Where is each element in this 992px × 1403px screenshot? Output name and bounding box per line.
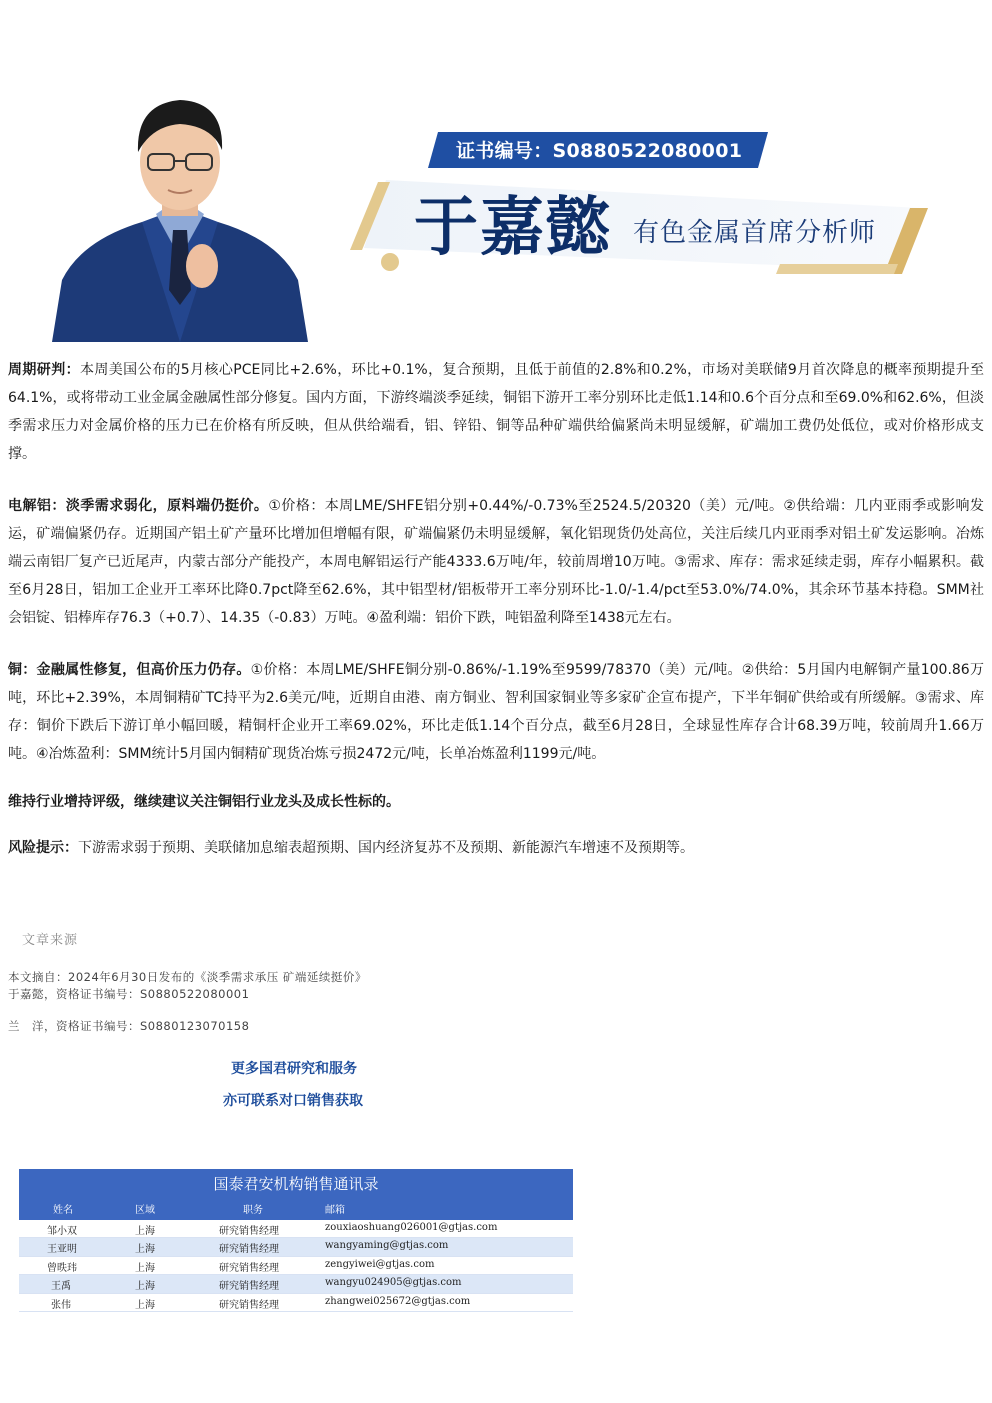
cell-position: 研究销售经理	[219, 1226, 279, 1237]
cell-email[interactable]: zhangwei025672@gtjas.com	[325, 1295, 471, 1307]
cell-email[interactable]: wangyaming@gtjas.com	[325, 1240, 449, 1252]
copper-lead: 铜：金融属性修复，但高价压力仍存。	[8, 662, 251, 678]
cell-position: 研究销售经理	[219, 1281, 279, 1293]
cell-position: 研究销售经理	[219, 1244, 279, 1256]
more-research-link[interactable]: 更多国君研究和服务	[231, 1061, 357, 1077]
cell-name: 邹小双	[47, 1226, 77, 1237]
cycle-paragraph	[8, 356, 984, 468]
source-line-2: 于嘉懿，资格证书编号：S0880522080001	[8, 987, 250, 1001]
copper-paragraph	[8, 656, 984, 768]
cycle-lead: 周期研判：	[8, 362, 80, 378]
table-row	[19, 1275, 573, 1293]
table-column-headers	[19, 1201, 573, 1217]
cell-email[interactable]: wangyu024905@gtjas.com	[325, 1277, 462, 1289]
cycle-text: 本周美国公布的5月核心PCE同比+2.6%，环比+0.1%，复合预期，且低于前值的2.8%和0.2%，市场对美联储9月首次降息的概率预期提升至64.1%，或将带动工业金属金融属性部分修复。国内方面，下游终端淡季延续，铜铝下游开工率分别环比走低1.14和0.6个百分点和至69.0%和62.6%，但淡季需求压力对金属价格的压力已在价格有所反映，但从供给端看，铝、锌铅、铜等品种矿端供给偏紧尚未明显缓解，矿端加工费仍处低位，或对价格形成支撑。	[8, 362, 984, 462]
cell-name: 王禹	[51, 1281, 71, 1293]
cell-region: 上海	[135, 1299, 155, 1311]
report-body	[8, 356, 984, 862]
cell-email[interactable]: zengyiwei@gtjas.com	[325, 1258, 435, 1270]
cell-name: 张伟	[51, 1299, 71, 1311]
col-name: 姓名	[53, 1205, 73, 1216]
table-row	[19, 1294, 573, 1312]
risk-paragraph	[8, 834, 984, 862]
source-label: 文章来源	[22, 933, 79, 948]
aluminum-paragraph	[8, 492, 984, 632]
analyst-title: 有色金属首席分析师	[633, 218, 877, 248]
analyst-portrait	[52, 90, 308, 342]
risk-lead: 风险提示：	[8, 840, 78, 856]
analyst-header	[0, 0, 992, 345]
table-row	[19, 1220, 573, 1238]
rating-conclusion: 维持行业增持评级，继续建议关注铜铝行业龙头及成长性标的。	[8, 794, 400, 810]
source-line-1: 本文摘自：2024年6月30日发布的《淡季需求承压 矿端延续挺价》	[8, 970, 367, 984]
col-email: 邮箱	[325, 1205, 345, 1216]
aluminum-lead: 电解铝：淡季需求弱化，原料端仍挺价。	[8, 498, 269, 514]
table-header	[19, 1169, 573, 1220]
table-row	[19, 1238, 573, 1256]
sales-contacts-table	[19, 1169, 573, 1311]
risk-text: 下游需求弱于预期、美联储加息缩表超预期、国内经济复苏不及预期、新能源汽车增速不及预期等。	[78, 840, 694, 856]
cell-region: 上海	[135, 1244, 155, 1256]
cell-position: 研究销售经理	[219, 1262, 279, 1274]
cell-email[interactable]: zouxiaoshuang026001@gtjas.com	[325, 1222, 498, 1233]
certificate-number: 证书编号：S0880522080001	[456, 140, 743, 162]
cell-position: 研究销售经理	[219, 1299, 279, 1311]
source-line-3: 兰 洋，资格证书编号：S0880123070158	[8, 1019, 250, 1033]
cell-region: 上海	[135, 1262, 155, 1274]
aluminum-text: ①价格：本周LME/SHFE铝分别+0.44%/-0.73%至2524.5/20320（美）元/吨。②供给端：几内亚雨季或影响发运，矿端偏紧仍存。近期国产铝土矿产量环比增加但增幅有限，矿端偏紧仍未明显缓解，氧化铝现货仍处高位，关注后续几内亚雨季对铝土矿发运影响。冶炼端云南铝厂复产已近尾声，内蒙古部分产能投产，本周电解铝运行产能4333.6万吨/年，较前周增10万吨。③需求、库存：需求延续走弱，库存小幅累积。截至6月28日，铝加工企业开工率环比降0.7pct降至62.6%，其中铝型材/铝板带开工率分别环比-1.0/-1.4/pct至53.0%/74.0%，其余环节基本持稳。SMM社会铝锭、铝棒库存76.3（+0.7）、14.35（-0.83）万吨。④盈利端：铝价下跌，吨铝盈利降至1438元左右。	[8, 498, 985, 626]
cell-name: 曾昳玮	[47, 1262, 77, 1274]
copper-text: ①价格：本周LME/SHFE铜分别-0.86%/-1.19%至9599/78370（美）元/吨。②供给：5月国内电解铜产量100.86万吨，环比+2.39%，本周铜精矿TC持平为2.6美元/吨，近期自由港、南方铜业、智利国家铜业等多家矿企宣布提产，下半年铜矿供给或有所缓解。③需求、库存：铜价下跌后下游订单小幅回暖，精铜杆企业开工率69.02%，环比走低1.14个百分点，截至6月28日，全球显性库存合计68.39万吨，较前周升1.66万吨。④冶炼盈利：SMM统计5月国内铜精矿现货冶炼亏损2472元/吨，长单冶炼盈利1199元/吨。	[8, 662, 984, 762]
col-region: 区域	[135, 1205, 155, 1216]
cell-region: 上海	[135, 1281, 155, 1293]
analyst-name: 于嘉懿	[414, 190, 612, 265]
table-row	[19, 1257, 573, 1275]
cell-region: 上海	[135, 1226, 155, 1237]
cell-name: 王亚明	[47, 1244, 77, 1256]
table-title: 国泰君安机构销售通讯录	[213, 1175, 379, 1193]
contact-sales-link[interactable]: 亦可联系对口销售获取	[223, 1093, 363, 1109]
col-position: 职务	[243, 1205, 263, 1216]
